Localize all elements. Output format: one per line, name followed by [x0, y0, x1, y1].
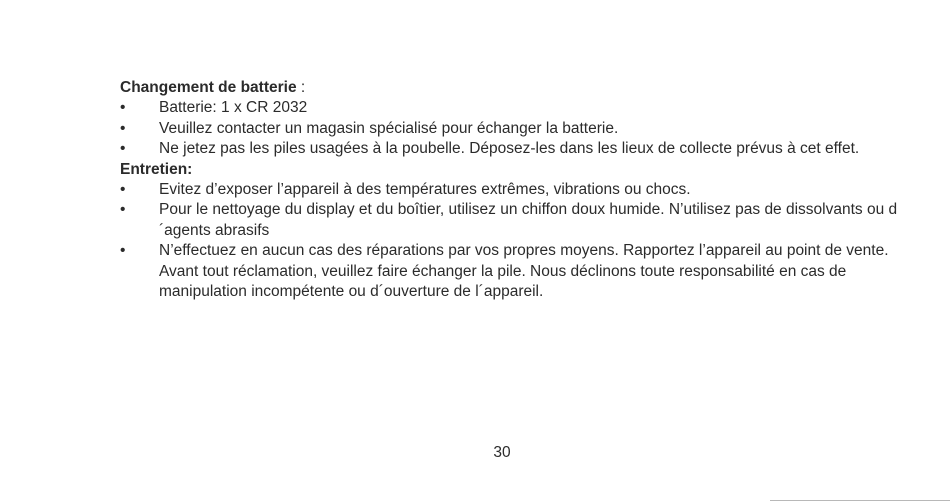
list-item: [120, 98, 900, 119]
section-title-suffix: :: [296, 79, 306, 96]
section-title: Entretien:: [120, 160, 193, 178]
list-item: [120, 200, 900, 241]
bullet-icon: •: [120, 201, 126, 218]
list-item: [120, 119, 900, 140]
list-item: [120, 180, 900, 201]
list-item: [120, 241, 900, 303]
page-edge-line: [770, 500, 950, 501]
bullet-icon: •: [120, 140, 126, 157]
list-item-text: Ne jetez pas les piles usagées à la poubelle. Déposez-les dans les lieux de collecte prévus à cet effet.: [159, 140, 860, 157]
page-number: [0, 444, 950, 462]
bullet-list-maintenance: [120, 180, 900, 303]
page-content: [120, 78, 900, 303]
bullet-list-battery: [120, 98, 900, 160]
list-item: [120, 139, 900, 160]
list-item-text: N’effectuez en aucun cas des réparations par vos propres moyens. Rapportez l’appareil au point de vente. Avant tout réclamation, veuillez faire échanger la pile. Nous déclinons toute responsabilité en cas de manipulation incompétente ou d´ouverture de l´appareil.: [159, 242, 889, 300]
list-item-text: Pour le nettoyage du display et du boîtier, utilisez un chiffon doux humide. N’utilisez pas de dissolvants ou d´agents abrasifs: [159, 201, 898, 239]
bullet-icon: •: [120, 242, 126, 259]
bullet-icon: •: [120, 119, 126, 137]
page-number-text: 30: [493, 444, 511, 461]
list-item-text: Veuillez contacter un magasin spécialisé pour échanger la batterie.: [159, 119, 619, 137]
list-item-text: Evitez d’exposer l’appareil à des températures extrêmes, vibrations ou chocs.: [159, 180, 691, 198]
bullet-icon: •: [120, 99, 126, 116]
section-heading-battery-change: [120, 78, 900, 98]
list-item-text: Batterie: 1 x CR 2032: [159, 99, 308, 116]
bullet-icon: •: [120, 180, 126, 198]
section-title: Changement de batterie: [120, 79, 297, 96]
section-heading-maintenance: [120, 160, 900, 180]
